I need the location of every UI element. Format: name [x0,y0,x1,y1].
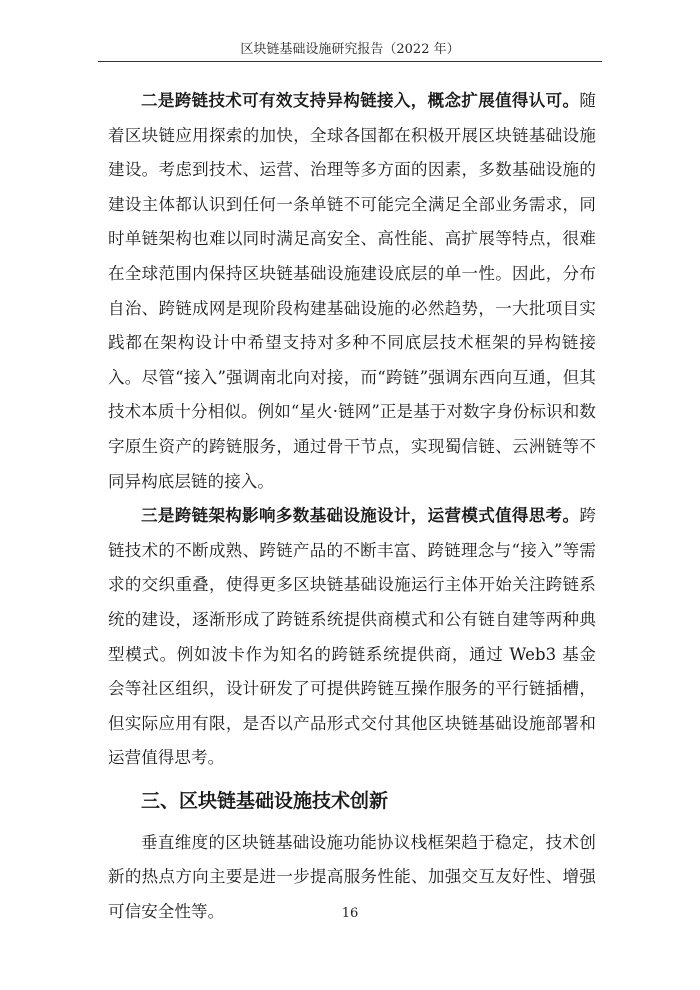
paragraph-body: 随着区块链应用探索的加快，全球各国都在积极开展区块链基础设施建设。考虑到技术、运营、治理等多方面的因素，多数基础设施的建设主体都认识到任何一条单链不可能完全满足全部业务需求，同时单链架构也难以同时满足高安全、高性能、高扩展等特点，很难在全球范围内保持区块链基础设施建设底层的单一性。因此，分布自治、跨链成网是现阶段构建基础设施的必然趋势，一大批项目实践都在架构设计中希望支持对多种不同底层技术框架的异构链接入。尽管“接入”强调南北向对接，而“跨链”强调东西向互通，但其技术本质十分相似。例如“星火·链网”正是基于对数字身份标识和数字原生资产的跨链服务，通过骨干节点，实现蜀信链、云洲链等不同异构底层链的接入。 [108,91,596,491]
paragraph-cross-chain-architecture [108,499,596,776]
section-heading: 三、区块链基础设施技术创新 [141,789,389,812]
page-number: 16 [341,906,359,921]
header-rule [98,61,602,62]
running-header: 区块链基础设施研究报告（2022 年） [240,42,460,57]
paragraph-body: 跨链技术的不断成熟、跨链产品的不断丰富、跨链理念与“接入”等需求的交织重叠，使得更多区块链基础设施运行主体开始关注跨链系统的建设，逐渐形成了跨链系统提供商模式和公有链自建等两种典型模式。例如波卡作为知名的跨链系统提供商，通过 Web3 基金会等社区组织，设计研发了可提供跨链互操作服务的平行链插槽，但实际应用有限，是否以产品形式交付其他区块链基础设施部署和运营值得思考。 [108,506,596,768]
paragraph-cross-chain-heterogeneous [108,84,596,499]
paragraph-lead: 二是跨链技术可有效支持异构链接入，概念扩展值得认可。 [141,91,580,110]
paragraph-tech-innovation: 垂直维度的区块链基础设施功能协议栈框架趋于稳定，技术创新的热点方向主要是进一步提高服务性能、加强交互友好性、增强可信安全性等。 [108,832,596,922]
page-content [108,84,596,930]
paragraph-lead: 三是跨链架构影响多数基础设施设计，运营模式值得思考。 [141,506,580,526]
